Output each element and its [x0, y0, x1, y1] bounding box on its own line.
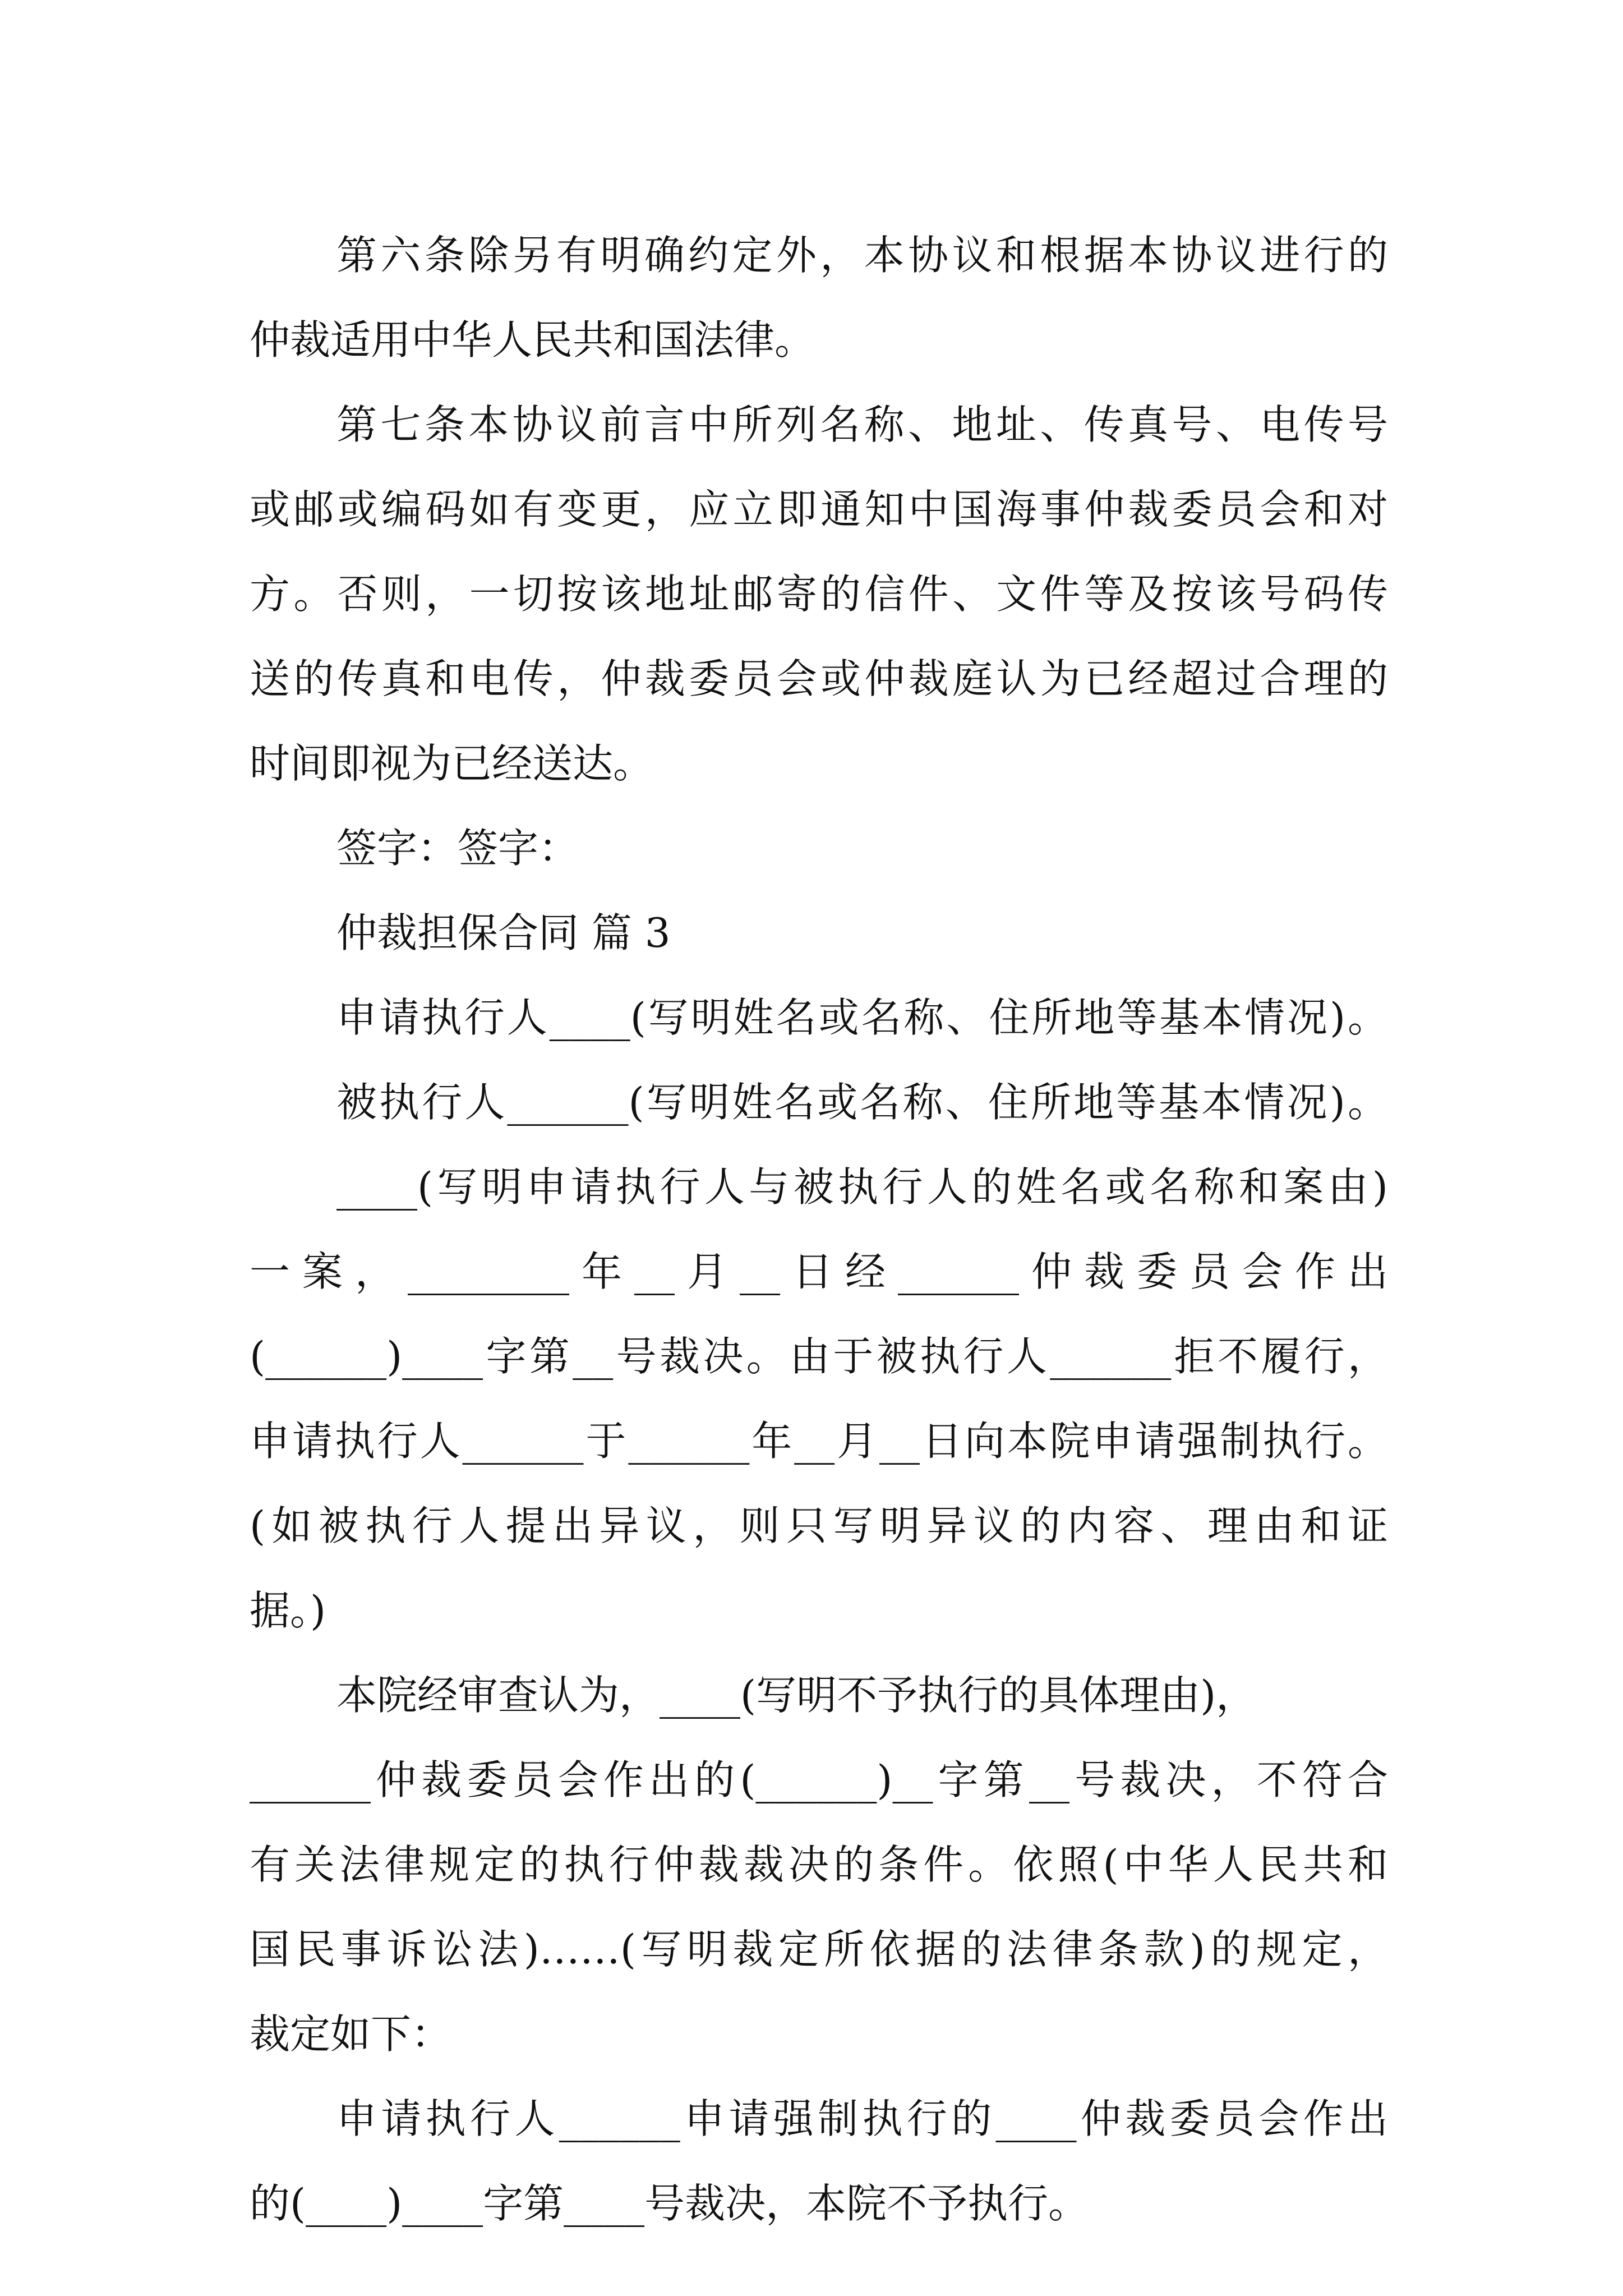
paragraph-line: 一案，________年__月__日经______仲裁委员会作出 [250, 1248, 1388, 1295]
paragraph-line: 申请执行人____(写明姓名或名称、住所地等基本情况)。 [336, 994, 1388, 1041]
paragraph-line: 时间即视为已经送达。 [250, 740, 654, 787]
paragraph-line: (如被执行人提出异议，则只写明异议的内容、理由和证 [250, 1502, 1388, 1549]
paragraph-line: 的(____)____字第____号裁决，本院不予执行。 [250, 2180, 1089, 2227]
document-body [250, 213, 1388, 2246]
paragraph-line: 送的传真和电传，仲裁委员会或仲裁庭认为已经超过合理的 [250, 655, 1388, 702]
paragraph-line: 有关法律规定的执行仲裁裁决的条件。依照(中华人民共和 [250, 1841, 1388, 1888]
paragraph-line: 申请执行人______申请强制执行的____仲裁委员会作出 [336, 2095, 1388, 2142]
paragraph-line: 申请执行人______于______年__月__日向本院申请强制执行。 [250, 1418, 1388, 1465]
paragraph-line: 裁定如下： [250, 2010, 452, 2058]
paragraph-line: 被执行人______(写明姓名或名称、住所地等基本情况)。 [336, 1079, 1388, 1126]
paragraph-line: 据。) [250, 1587, 326, 1634]
paragraph-line: 或邮或编码如有变更，应立即通知中国海事仲裁委员会和对 [250, 486, 1388, 533]
paragraph-line: ____(写明申请执行人与被执行人的姓名或名称和案由) [336, 1163, 1388, 1211]
paragraph-line: 方。否则，一切按该地址邮寄的信件、文件等及按该号码传 [250, 570, 1388, 618]
paragraph-line: 仲裁适用中华人民共和国法律。 [250, 316, 815, 364]
paragraph-line: 第七条本协议前言中所列名称、地址、传真号、电传号 [336, 401, 1388, 448]
paragraph-line: 第六条除另有明确约定外，本协议和根据本协议进行的 [336, 232, 1388, 279]
section-heading: 仲裁担保合同 篇 3 [336, 909, 671, 956]
paragraph-line: ______仲裁委员会作出的(______)__字第__号裁决，不符合 [250, 1756, 1388, 1803]
signature-line: 签字：签字： [336, 825, 579, 872]
paragraph-line: 本院经审查认为，____(写明不予执行的具体理由)， [336, 1672, 1257, 1719]
paragraph-line: (______)____字第__号裁决。由于被执行人______拒不履行， [250, 1333, 1388, 1380]
paragraph-line: 国民事诉讼法)……(写明裁定所依据的法律条款)的规定， [250, 1926, 1388, 1973]
